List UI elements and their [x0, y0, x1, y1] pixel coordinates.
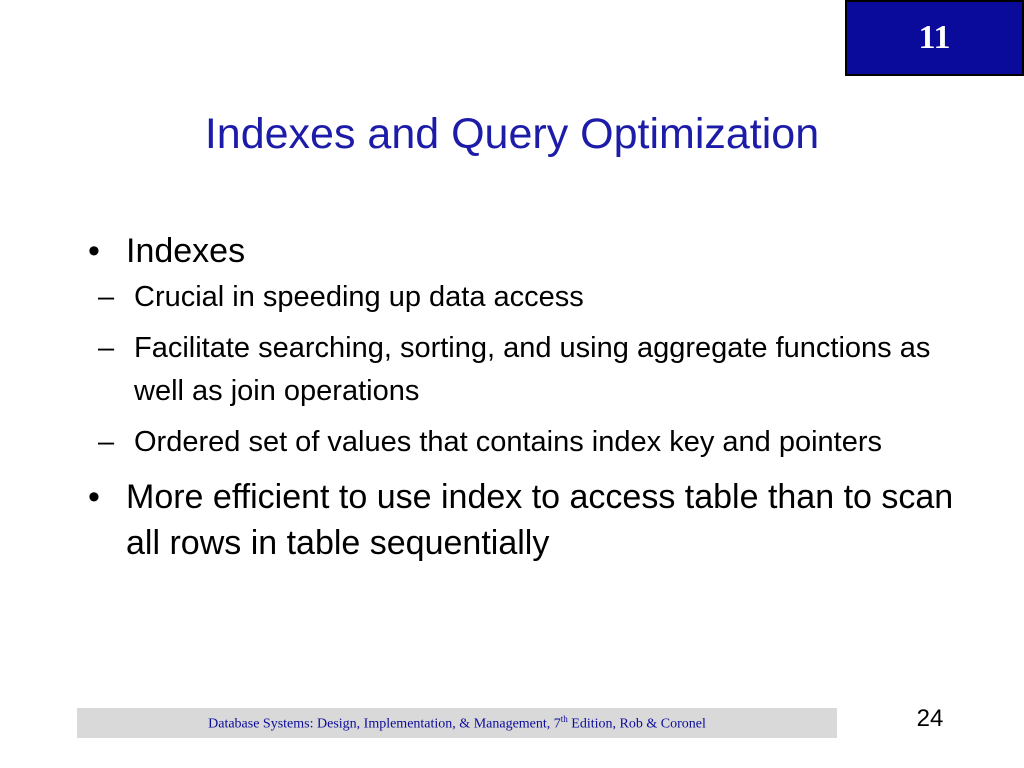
sub-bullet-marker: –: [98, 281, 115, 313]
footer-bar: [77, 708, 837, 738]
page-number: 24: [916, 705, 944, 732]
bullet-list: [88, 228, 968, 566]
bullet-marker: •: [88, 478, 100, 516]
bullet-item-indexes: [88, 228, 968, 274]
bullet-item-efficiency: [88, 474, 968, 566]
slide-title: Indexes and Query Optimization: [204, 110, 820, 158]
bullet-marker: •: [88, 232, 100, 270]
sub-bullet-text: Facilitate searching, sorting, and using aggregate functions as well as join operations: [134, 332, 931, 407]
footer-text-after: Edition, Rob & Coronel: [567, 716, 706, 732]
chapter-number: 11: [918, 19, 951, 56]
footer-superscript: th: [560, 713, 568, 724]
bullet-text: More efficient to use index to access table than to scan all rows in table sequentially: [126, 478, 954, 562]
sub-bullet-text: Ordered set of values that contains index key and pointers: [134, 426, 882, 458]
footer-text-before: Database Systems: Design, Implementation, & Management, 7: [208, 716, 561, 732]
bullet-text: Indexes: [126, 232, 246, 270]
footer-citation: [208, 714, 706, 733]
chapter-badge: [845, 0, 1024, 76]
sub-bullet-text: Crucial in speeding up data access: [134, 281, 584, 313]
sub-bullet-marker: –: [98, 332, 115, 364]
sub-bullet-item: [98, 421, 968, 464]
sub-bullet-item: [98, 276, 968, 319]
sub-bullet-item: [98, 327, 968, 413]
sub-bullet-marker: –: [98, 426, 115, 458]
sub-bullet-list: [98, 276, 968, 464]
